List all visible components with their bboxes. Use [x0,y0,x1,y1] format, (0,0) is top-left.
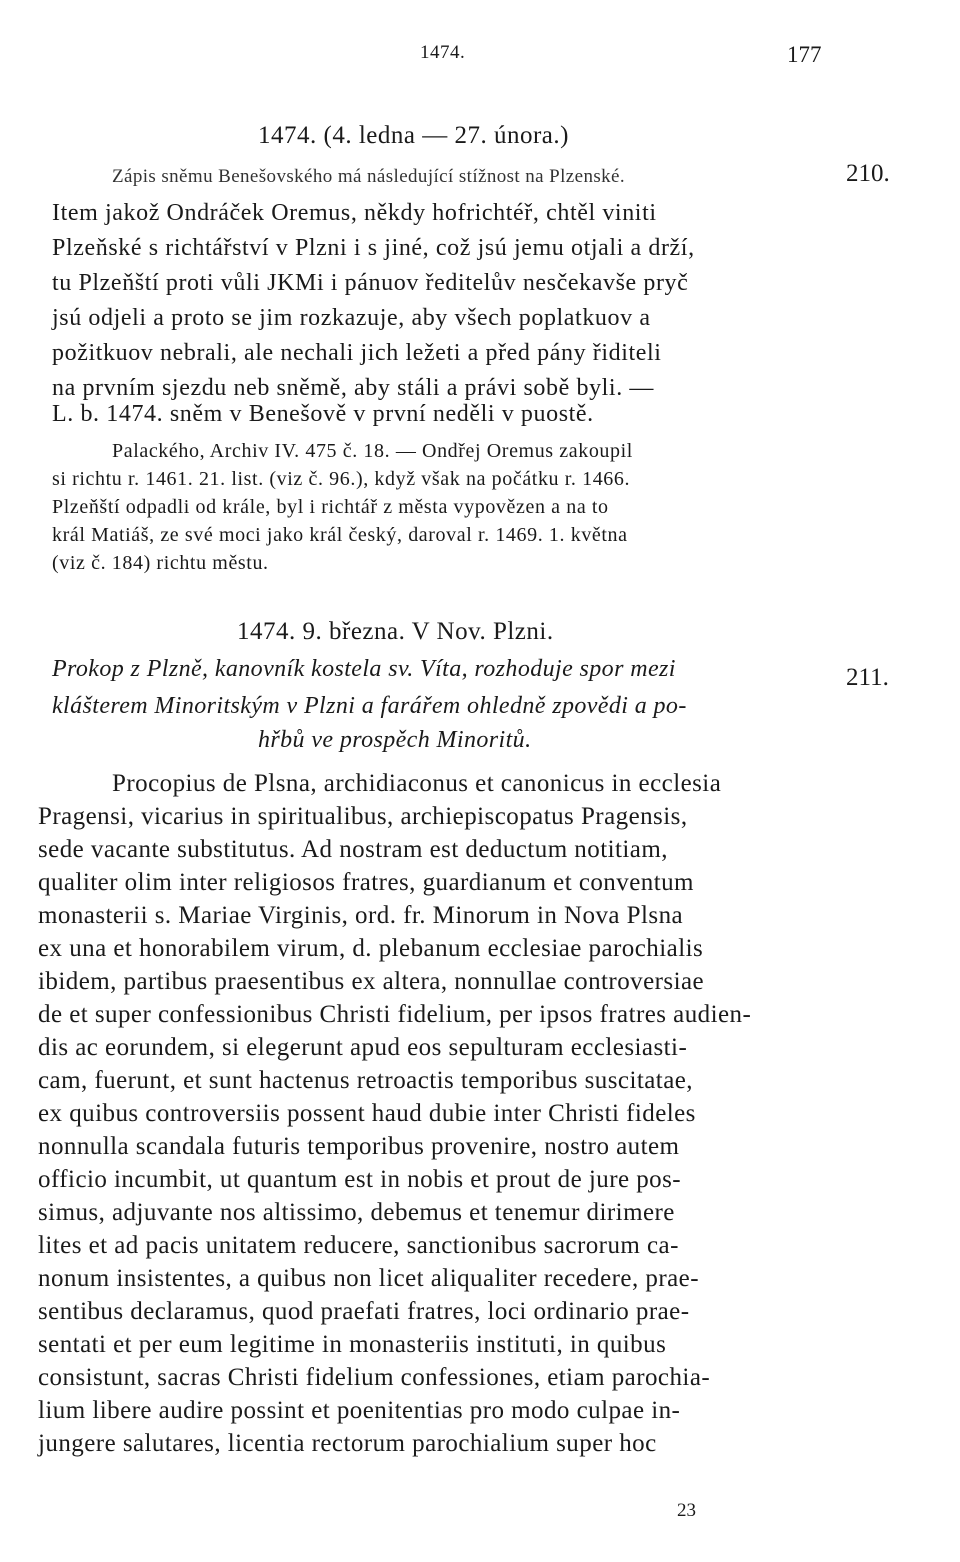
note-line: král Matiáš, ze své moci jako král český, daroval r. 1469. 1. května [52,524,628,546]
note-line: Palackého, Archiv IV. 475 č. 18. — Ondřej Oremus zakoupil [112,440,633,462]
latin-line: lium libere audire possint et poenitentias pro modo culpae in- [38,1397,681,1424]
latin-line: ibidem, partibus praesentibus ex altera, nonnullae controversiae [38,968,705,995]
body-line: požitkuov nebrali, ale nechali jich ležeti a před pány řiditeli [52,340,662,366]
running-head: 1474. [420,42,466,63]
latin-line: de et super confessionibus Christi fidelium, per ipsos fratres audien- [38,1001,752,1028]
latin-line: Pragensi, vicarius in spiritualibus, archiepiscopatus Pragensis, [38,803,688,830]
regest-line: hřbů ve prospěch Minoritů. [258,727,532,753]
latin-line: consistunt, sacras Christi fidelium confessiones, etiam parochia- [38,1364,711,1391]
entry-211-number: 211. [846,664,889,691]
latin-line: lites et ad pacis unitatem reducere, sanctionibus sacrorum ca- [38,1232,679,1259]
body-line: jsú odjeli a proto se jim rozkazuje, aby všech poplatkuov a [52,305,651,331]
body-line: L. b. 1474. sněm v Benešově v první neděli v puostě. [52,401,594,427]
latin-line: dis ac eorundem, si elegerunt apud eos sepulturam ecclesiasti- [38,1034,688,1061]
note-line: (viz č. 184) richtu městu. [52,552,269,574]
latin-line: Procopius de Plsna, archidiaconus et canonicus in ecclesia [112,770,722,797]
page-number: 177 [787,42,822,67]
latin-line: jungere salutares, licentia rectorum parochialium super hoc [38,1430,657,1457]
body-line: Item jakož Ondráček Oremus, někdy hofrichtéř, chtěl viniti [52,200,657,226]
regest-line: Prokop z Plzně, kanovník kostela sv. Víta, rozhoduje spor mezi [52,656,676,682]
latin-line: sede vacante substitutus. Ad nostram est deductum notitiam, [38,836,668,863]
latin-line: ex quibus controversiis possent haud dubie inter Christi fideles [38,1100,696,1127]
latin-line: simus, adjuvante nos altissimo, debemus et tenemur dirimere [38,1199,675,1226]
latin-line: ex una et honorabilem virum, d. plebanum ecclesiae parochialis [38,935,704,962]
entry-210-number: 210. [846,160,890,187]
entry-211-date-heading: 1474. 9. března. V Nov. Plzni. [237,618,554,645]
signature-mark: 23 [677,1500,696,1521]
latin-line: nonnulla scandala futuris temporibus provenire, nostro autem [38,1133,680,1160]
body-line: na prvním sjezdu neb sněmě, aby stáli a právi sobě byli. — [52,375,654,401]
entry-210-summary: Zápis sněmu Benešovského má následující stížnost na Plzenské. [112,166,626,187]
latin-line: nonum insistentes, a quibus non licet aliqualiter recedere, prae- [38,1265,699,1292]
latin-line: monasterii s. Mariae Virginis, ord. fr. Minorum in Nova Plsna [38,902,684,929]
latin-line: officio incumbit, ut quantum est in nobis et prout de jure pos- [38,1166,682,1193]
latin-line: qualiter olim inter religiosos fratres, guardianum et conventum [38,869,694,896]
body-line: Plzeňské s richtářství v Plzni i s jiné, což jsú jemu otjali a drží, [52,235,695,261]
latin-line: cam, fuerunt, et sunt hactenus retroactis temporibus suscitatae, [38,1067,693,1094]
note-line: Plzeňští odpadli od krále, byl i richtář z města vypovězen a na to [52,496,609,518]
latin-line: sentibus declaramus, quod praefati fratres, loci ordinario prae- [38,1298,690,1325]
latin-line: sentati et per eum legitime in monasteriis instituti, in quibus [38,1331,667,1358]
body-line: tu Plzeňští proti vůli JKMi i pánuov ředitelův nesčekavše pryč [52,270,689,296]
entry-210-date-heading: 1474. (4. ledna — 27. února.) [258,122,569,149]
note-line: si richtu r. 1461. 21. list. (viz č. 96.), když však na počátku r. 1466. [52,468,631,490]
regest-line: klášterem Minoritským v Plzni a farářem ohledně zpovědi a po- [52,693,687,719]
